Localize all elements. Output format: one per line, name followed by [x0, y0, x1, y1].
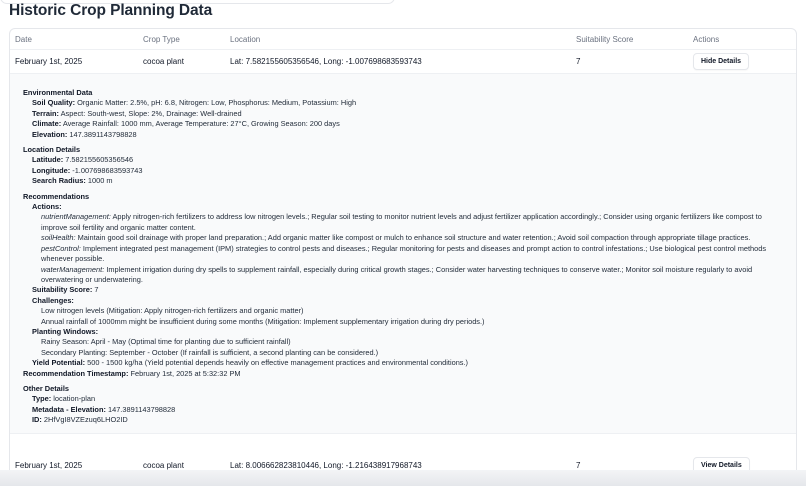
- location-details-section: [23, 145, 796, 187]
- recommendations-section: [23, 192, 796, 379]
- recommendation-timestamp-value: February 1st, 2025 at 5:32:32 PM: [128, 368, 241, 378]
- table-row: [10, 50, 796, 74]
- row-date: February 1st, 2025: [15, 57, 83, 66]
- section-title: Environmental Data: [23, 88, 93, 97]
- yield-potential-value: 500 - 1500 kg/ha (Yield potential depends heavily on effective management practices and environmental conditions.): [85, 358, 469, 368]
- column-header-crop-type: Crop Type: [143, 34, 180, 44]
- suitability-score-value: 7: [92, 285, 99, 295]
- row-crop-type: cocoa plant: [143, 461, 184, 470]
- search-radius-value: 1000 m: [85, 176, 113, 186]
- column-header-location: Location: [230, 34, 261, 44]
- soil-quality-value: Organic Matter: 2.5%, pH: 6.8, Nitrogen: Low, Phosphorus: Medium, Potassium: High: [75, 98, 357, 108]
- section-title: Recommendations: [23, 191, 90, 201]
- hide-details-button[interactable]: Hide Details: [693, 53, 749, 70]
- terrain-label: Terrain:: [32, 108, 59, 118]
- search-radius-label: Search Radius:: [32, 176, 86, 186]
- planting-window-item: Secondary Planting: September - October (If rainfall is sufficient, a second planting can be considered.): [41, 347, 379, 357]
- action-key: soilHealth:: [41, 233, 76, 243]
- other-details-section: [23, 384, 796, 426]
- challenge-item: Annual rainfall of 1000mm might be insufficient during some months (Mitigation: Implement supplementary irrigation during dry periods.): [41, 316, 485, 326]
- type-value: location-plan: [51, 394, 96, 404]
- row-suitability-score: 7: [576, 461, 581, 470]
- recommendation-timestamp-label: Recommendation Timestamp:: [23, 368, 129, 378]
- section-title: Other Details: [23, 383, 70, 393]
- environmental-data-section: [23, 88, 796, 140]
- planting-windows-label: Planting Windows:: [32, 326, 99, 336]
- action-item: [23, 212, 773, 233]
- yield-potential-label: Yield Potential:: [32, 358, 86, 368]
- action-text: Apply nitrogen-rich fertilizers to address low nitrogen levels.; Regular soil testing to monitor nutrient levels and adjust fertilizer application accordingly.; Consider using organic fertilizers like compost to improve soil fertility and organic matter content.: [41, 212, 762, 232]
- terrain-value: Aspect: South-west, Slope: 2%, Drainage: Well-drained: [58, 108, 242, 118]
- action-text: Implement integrated pest management (IPM) strategies to control pests and diseases.; Regular monitoring for pests and diseases and prompt action to control infestations.; Use biological pest control methods whenever possible.: [41, 243, 767, 264]
- row-location: Lat: 8.006662823810446, Long: -1.216438917968743: [230, 461, 422, 470]
- latitude-label: Latitude:: [32, 155, 64, 165]
- action-item: [23, 244, 773, 265]
- action-text: Maintain good soil drainage with proper land preparation.; Add organic matter like compost or mulch to enhance soil structure and water retention.; Avoid soil compaction through appropriate tillage practices.: [75, 233, 751, 243]
- challenges-label: Challenges:: [32, 295, 74, 305]
- soil-quality-label: Soil Quality:: [32, 98, 76, 108]
- challenge-item: Low nitrogen levels (Mitigation: Apply nitrogen-rich fertilizers and organic matter): [41, 306, 304, 316]
- row-date: February 1st, 2025: [15, 461, 83, 470]
- metadata-elevation-label: Metadata - Elevation:: [32, 404, 106, 414]
- longitude-value: -1.007698683593743: [70, 165, 143, 175]
- column-header-actions: Actions: [693, 34, 720, 44]
- window-bottom-edge: [0, 470, 806, 486]
- action-text: Implement irrigation during dry spells to supplement rainfall, especially during critical growth stages.; Consider water harvesting techniques to conserve water.; Monitor soil moisture regularly to avoid overwatering or underwatering.: [41, 264, 753, 284]
- action-key: waterManagement:: [41, 264, 105, 274]
- id-value: 2HfVgI8VZEzuq6LHO2ID: [41, 415, 128, 425]
- action-key: nutrientManagement:: [41, 212, 111, 222]
- climate-label: Climate:: [32, 119, 62, 129]
- table-header: [10, 29, 796, 50]
- column-header-suitability-score: Suitability Score: [576, 34, 634, 44]
- metadata-elevation-value: 147.3891143798828: [105, 404, 176, 414]
- climate-value: Average Rainfall: 1000 mm, Average Temperature: 27°C, Growing Season: 200 days: [61, 119, 340, 129]
- id-label: ID:: [32, 415, 42, 425]
- planting-window-item: Rainy Season: April - May (Optimal time for planting due to sufficient rainfall): [41, 337, 291, 347]
- row-suitability-score: 7: [576, 57, 581, 66]
- actions-label: Actions:: [32, 202, 62, 212]
- view-details-button[interactable]: View Details: [693, 457, 750, 474]
- latitude-value: 7.582155605356546: [63, 155, 134, 165]
- elevation-value: 147.3891143798828: [67, 129, 137, 139]
- elevation-label: Elevation:: [32, 129, 68, 139]
- action-item: [23, 265, 773, 286]
- page-title: Historic Crop Planning Data: [9, 2, 213, 19]
- action-item: [23, 233, 773, 243]
- longitude-label: Longitude:: [32, 165, 71, 175]
- row-crop-type: cocoa plant: [143, 57, 184, 66]
- section-title: Location Details: [23, 145, 81, 155]
- type-label: Type:: [32, 394, 52, 404]
- column-header-date: Date: [15, 34, 32, 44]
- suitability-score-label: Suitability Score:: [32, 285, 93, 295]
- row-details-panel: [10, 74, 796, 434]
- crop-history-table: [9, 28, 797, 486]
- action-key: pestControl:: [41, 243, 81, 253]
- row-location: Lat: 7.582155605356546, Long: -1.007698683593743: [230, 57, 422, 66]
